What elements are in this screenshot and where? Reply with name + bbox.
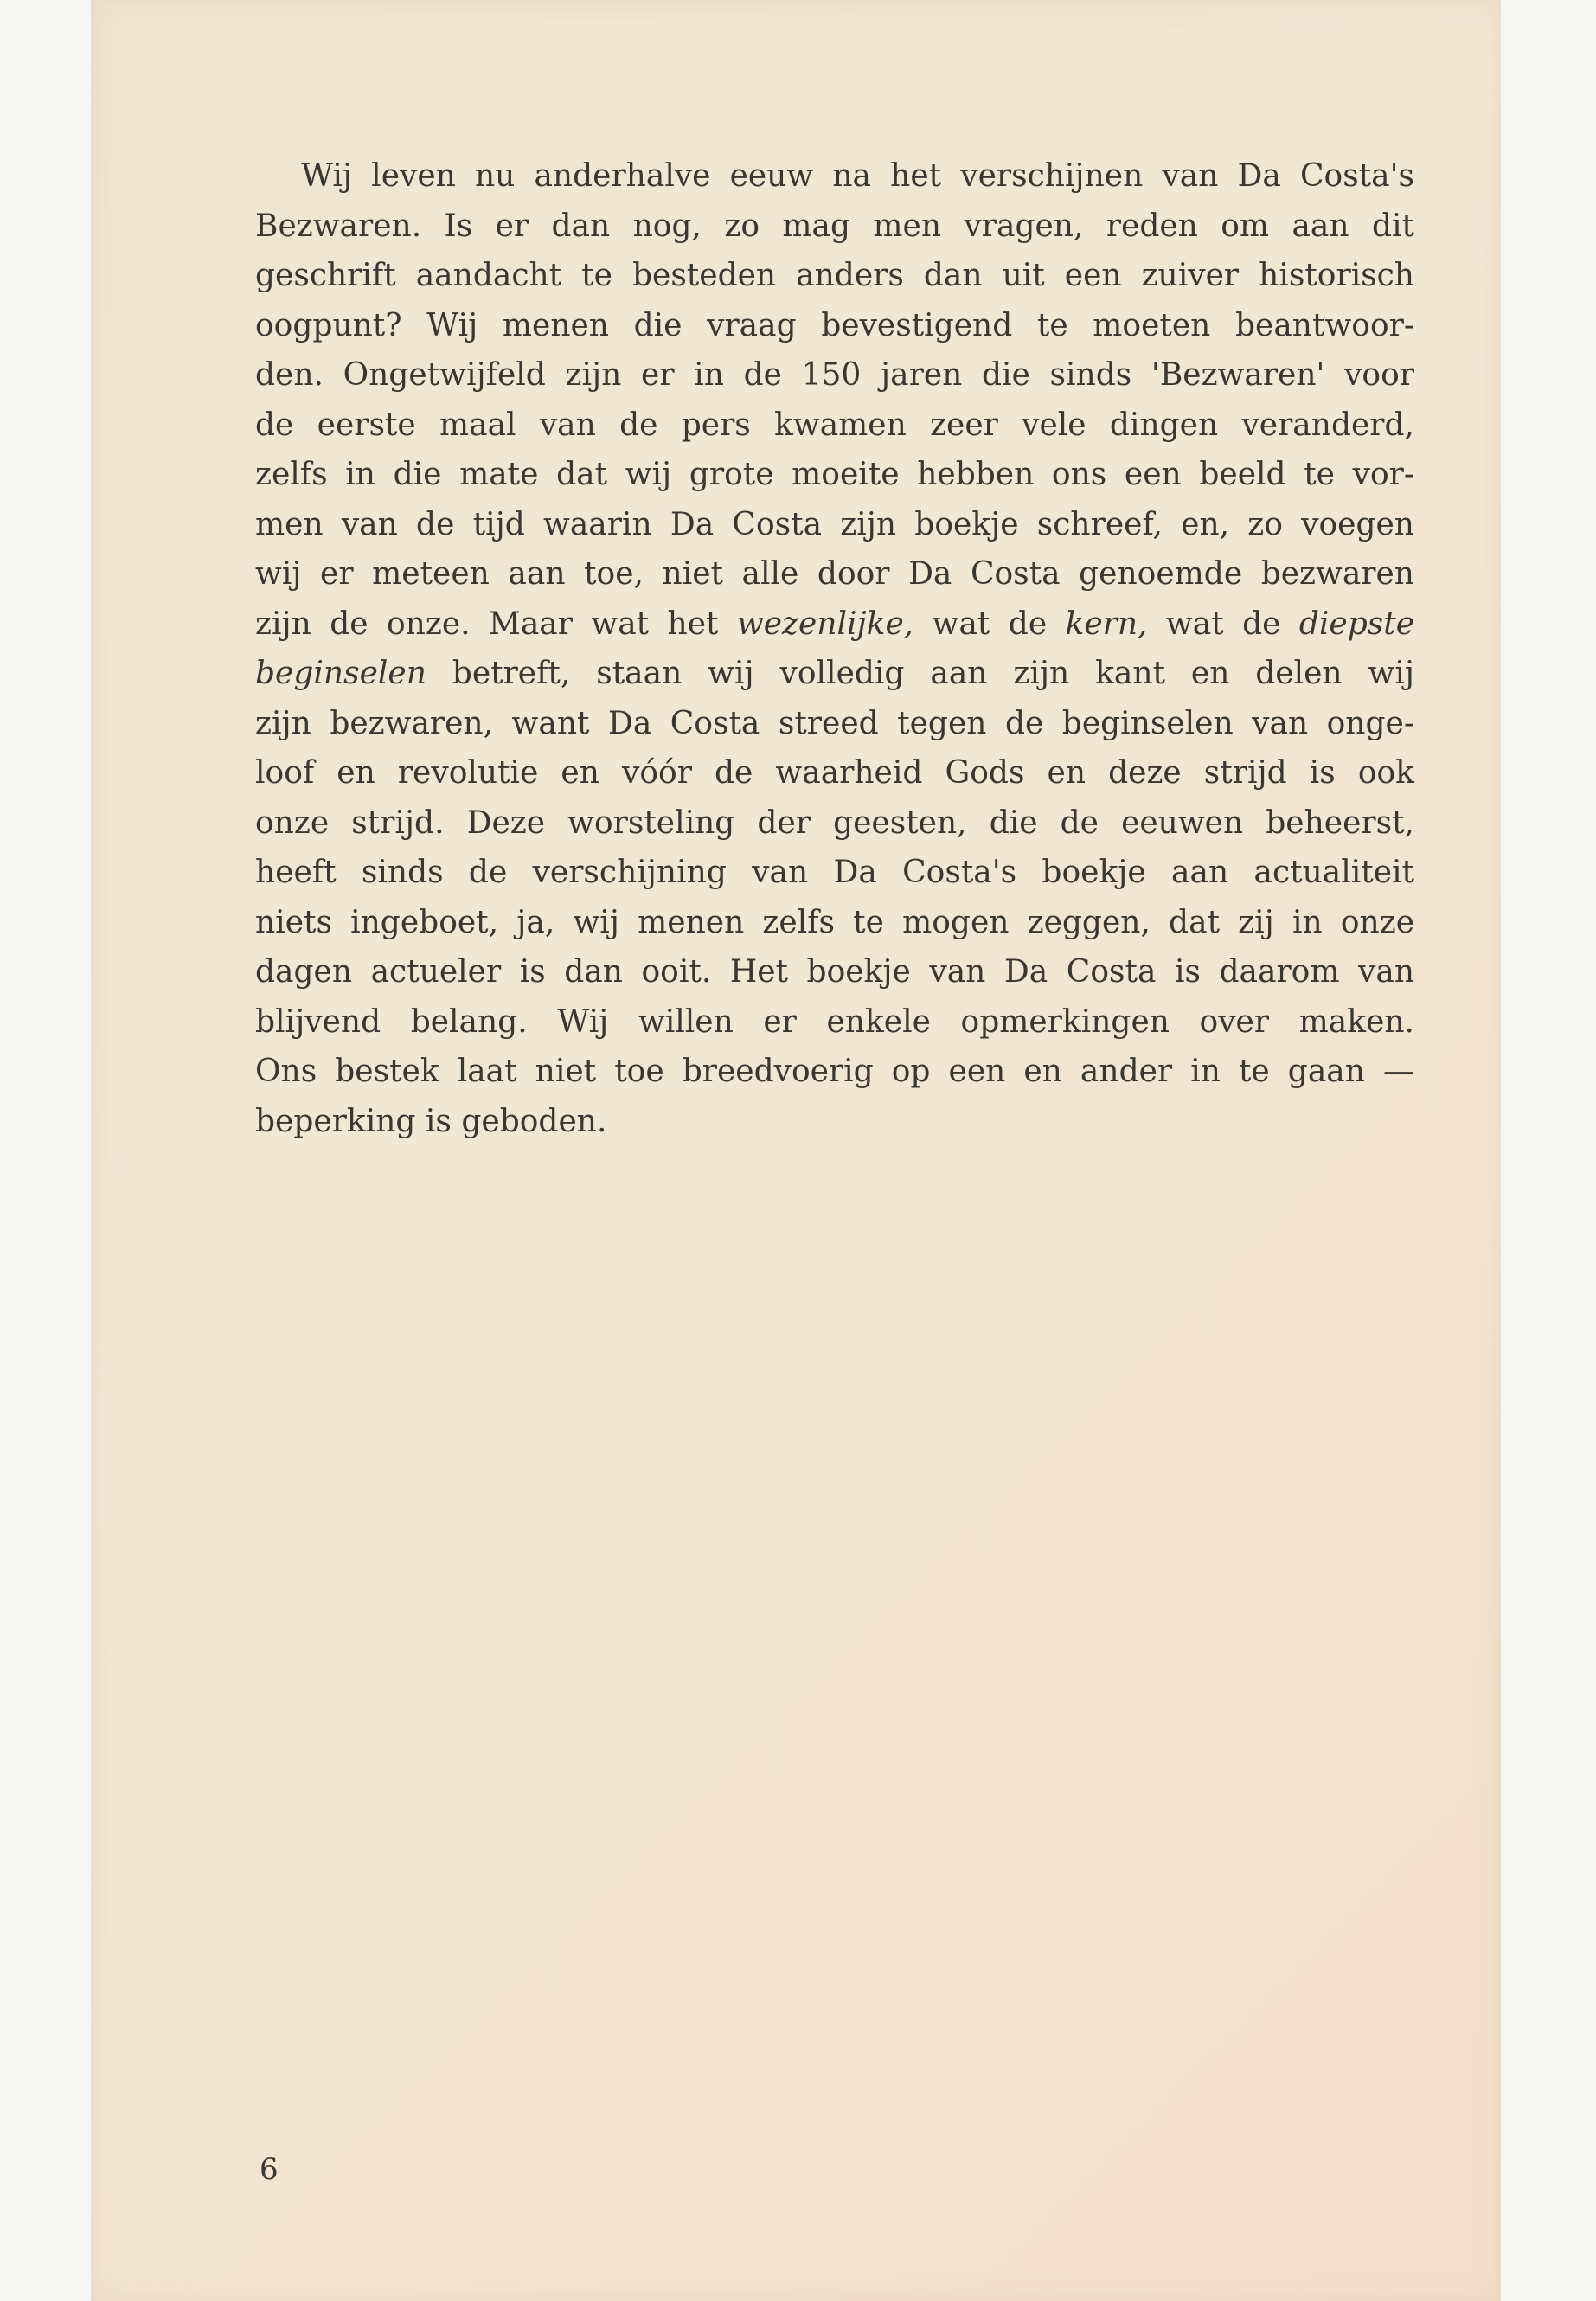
text-line-19: Ons bestek laat niet toe breedvoerig op een en ander in te gaan — [255,1054,1414,1089]
text-line-7: zelfs in die mate dat wij grote moeite hebben ons een beeld te vor- [255,457,1414,492]
text-line-18: blijvend belang. Wij willen er enkele opmerkingen over maken. [255,1003,1414,1040]
text-line-5: den. Ongetwijfeld zijn er in de 150 jaren die sinds 'Bezwaren' voor [255,357,1414,393]
emphasis-diepste: diepste [1298,606,1414,642]
text-line-10 [255,599,1414,650]
text-line-9: wij er meteen aan toe, niet alle door Da Costa genoemde bezwaren [255,556,1414,592]
text-line-16: niets ingeboet, ja, wij menen zelfs te mogen zeggen, dat zij in onze [255,904,1414,940]
text-line-8: men van de tijd waarin Da Costa zijn boekje schreef, en, zo voegen [255,506,1414,542]
line-10-part-e: wat de [1147,606,1299,642]
body-paragraph [255,151,1414,1146]
text-line-11 [255,649,1414,699]
text-line-12: zijn bezwaren, want Da Costa streed tegen de beginselen van onge- [255,705,1414,741]
emphasis-wezenlijke: wezenlijke, [736,606,914,642]
text-line-4: oogpunt? Wij menen die vraag bevestigend te moeten beantwoor- [255,307,1414,343]
text-line-1: Wij leven nu anderhalve eeuw na het verschijnen van Da Costa's [301,158,1414,194]
emphasis-beginselen: beginselen [255,656,426,691]
line-11-part-b: betreft, staan wij volledig aan zijn kant en delen wij [426,656,1414,691]
page-number: 6 [260,2152,279,2187]
text-line-3: geschrift aandacht te besteden anders dan uit een zuiver historisch [255,258,1414,293]
book-page [91,0,1501,2301]
text-line-6: de eerste maal van de pers kwamen zeer vele dingen veranderd, [255,407,1414,443]
line-10-part-a: zijn de onze. Maar wat het [255,606,737,642]
text-line-2: Bezwaren. Is er dan nog, zo mag men vragen, reden om aan dit [255,208,1414,244]
text-line-13: loof en revolutie en vóór de waarheid Gods en deze strijd is ook [255,755,1414,791]
text-line-17: dagen actueler is dan ooit. Het boekje van Da Costa is daarom van [255,954,1414,990]
text-line-14: onze strijd. Deze worsteling der geesten, die de eeuwen beheerst, [255,804,1414,841]
emphasis-kern: kern, [1065,606,1148,642]
text-line-15: heeft sinds de verschijning van Da Costa's boekje aan actualiteit [255,855,1414,890]
text-line-20: beperking is geboden. [255,1103,607,1139]
line-10-part-c: wat de [913,606,1066,642]
